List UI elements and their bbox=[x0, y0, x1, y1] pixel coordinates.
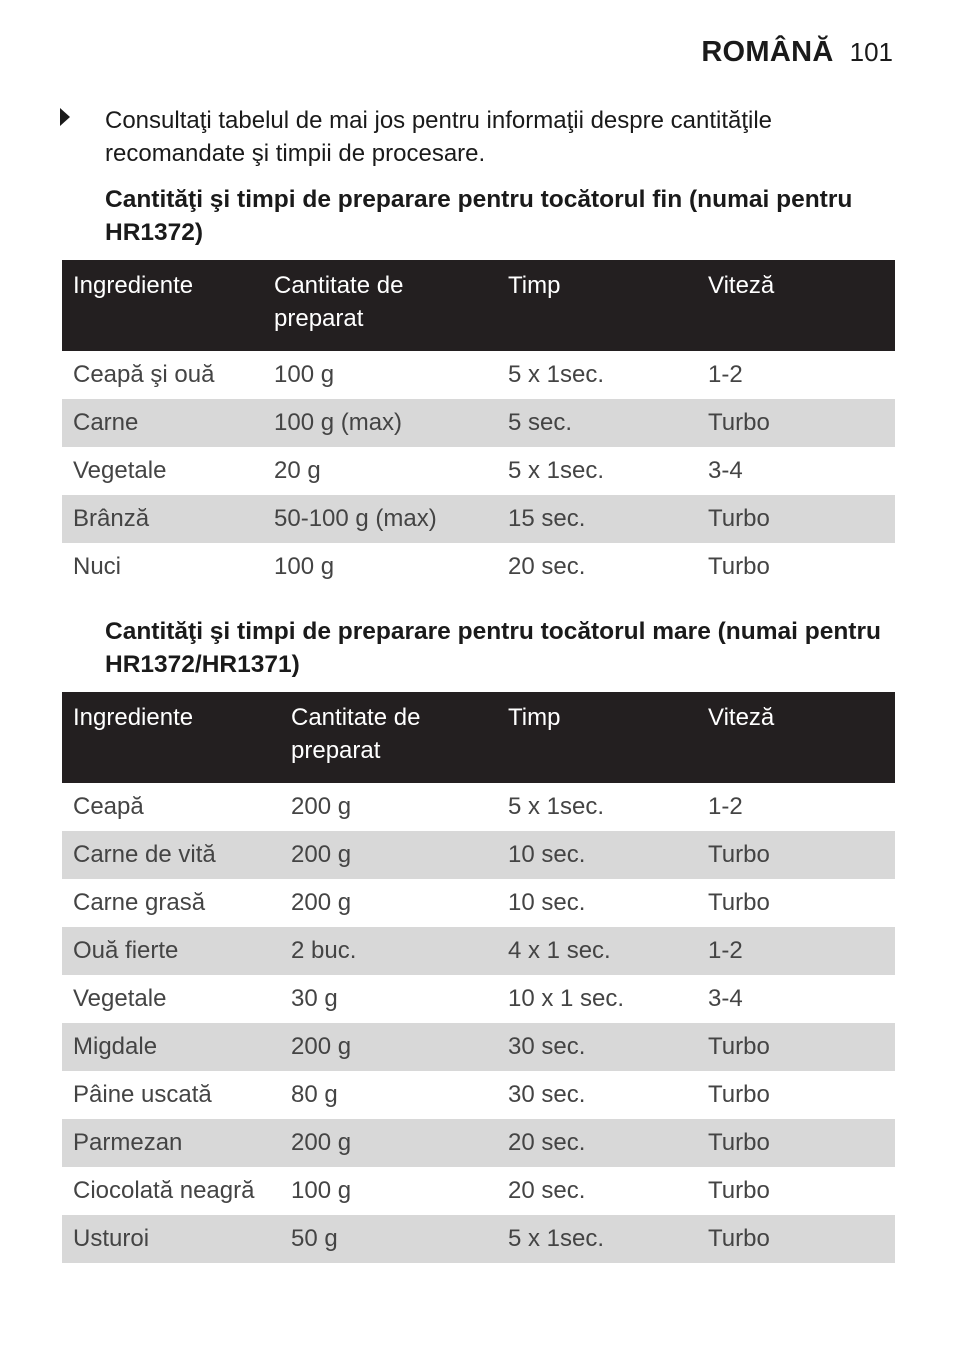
table-cell: 5 x 1sec. bbox=[508, 361, 605, 388]
table-cell: 1-2 bbox=[708, 361, 743, 388]
table-row bbox=[62, 783, 895, 831]
column-header: Timp bbox=[497, 260, 697, 351]
table-cell: Vegetale bbox=[73, 985, 167, 1012]
table-cell: 30 sec. bbox=[508, 1081, 586, 1108]
table-cell: 2 buc. bbox=[280, 927, 497, 975]
table-cell: 3-4 bbox=[708, 457, 743, 484]
column-header: Ingrediente bbox=[62, 692, 280, 783]
table-row bbox=[62, 975, 895, 1023]
table-cell: Ciocolată neagră bbox=[73, 1177, 255, 1204]
column-header: Viteză bbox=[697, 692, 895, 783]
table-cell: Carne grasă bbox=[73, 889, 206, 916]
table-cell: 20 sec. bbox=[508, 1177, 586, 1204]
table-header-row bbox=[62, 260, 895, 351]
table-cell: 50 g bbox=[280, 1215, 497, 1263]
table-cell: 100 g bbox=[274, 361, 335, 388]
table-cell: 20 sec. bbox=[497, 1119, 697, 1167]
table-cell: 4 x 1 sec. bbox=[497, 927, 697, 975]
table-row bbox=[62, 1023, 895, 1071]
table-cell: 10 sec. bbox=[497, 831, 697, 879]
section1-heading: Cantităţi şi timpi de preparare pentru tocătorul fin (numai pentru HR1372) bbox=[105, 186, 853, 246]
table-cell: 3-4 bbox=[708, 985, 743, 1012]
table-cell: 5 sec. bbox=[497, 399, 697, 447]
table-cell: 100 g bbox=[291, 1177, 352, 1204]
table-cell: 5 x 1sec. bbox=[508, 457, 605, 484]
table-cell: 200 g bbox=[280, 1023, 497, 1071]
bullet-arrow-icon bbox=[60, 108, 70, 126]
table-cell: 50-100 g (max) bbox=[263, 495, 497, 543]
page-number: 101 bbox=[849, 37, 893, 67]
table-row bbox=[62, 1215, 895, 1263]
table-cell: Parmezan bbox=[62, 1119, 280, 1167]
table-cell: 1-2 bbox=[697, 927, 895, 975]
table-cell: 200 g bbox=[291, 793, 352, 820]
table-cell: 20 sec. bbox=[508, 553, 586, 580]
table-cell: Turbo bbox=[697, 399, 895, 447]
table-cell: 200 g bbox=[280, 1119, 497, 1167]
language-label: ROMÂNĂ bbox=[701, 36, 834, 68]
table-row bbox=[62, 447, 895, 495]
column-header: Timp bbox=[497, 692, 697, 783]
table-row bbox=[62, 399, 895, 447]
table-cell: 20 g bbox=[274, 457, 321, 484]
table-row bbox=[62, 831, 895, 879]
table-cell: Carne de vită bbox=[62, 831, 280, 879]
table-cell: Vegetale bbox=[73, 457, 167, 484]
table-cell: 100 g bbox=[274, 553, 335, 580]
table-row bbox=[62, 1119, 895, 1167]
table-row bbox=[62, 1071, 895, 1119]
table-cell: Turbo bbox=[708, 553, 770, 580]
fine-chopper-table bbox=[62, 260, 895, 591]
table-cell: 10 x 1 sec. bbox=[508, 985, 625, 1012]
table-cell: 15 sec. bbox=[497, 495, 697, 543]
page-header bbox=[701, 36, 893, 69]
table-cell: 5 x 1sec. bbox=[508, 793, 605, 820]
table-cell: Brânză bbox=[62, 495, 263, 543]
table-cell: Pâine uscată bbox=[73, 1081, 212, 1108]
table-cell: 80 g bbox=[291, 1081, 338, 1108]
table-row bbox=[62, 543, 895, 591]
table-row bbox=[62, 495, 895, 543]
table-cell: 10 sec. bbox=[508, 889, 586, 916]
table-cell: 1-2 bbox=[708, 793, 743, 820]
table-row bbox=[62, 351, 895, 399]
table-row bbox=[62, 927, 895, 975]
table-cell: Turbo bbox=[697, 1215, 895, 1263]
table-cell: Turbo bbox=[708, 1177, 770, 1204]
table-cell: Turbo bbox=[697, 1023, 895, 1071]
table-cell: 200 g bbox=[291, 889, 352, 916]
table-header-row bbox=[62, 692, 895, 783]
table-cell: Ouă fierte bbox=[62, 927, 280, 975]
table-row bbox=[62, 1167, 895, 1215]
table-cell: Turbo bbox=[697, 831, 895, 879]
table-cell: Ceapă şi ouă bbox=[73, 361, 215, 388]
table-cell: 30 g bbox=[291, 985, 338, 1012]
table-row bbox=[62, 879, 895, 927]
table-cell: Nuci bbox=[73, 553, 122, 580]
column-header: Ingrediente bbox=[62, 260, 263, 351]
table-cell: Migdale bbox=[62, 1023, 280, 1071]
column-header: Cantitate de preparat bbox=[263, 260, 497, 351]
table-cell: 30 sec. bbox=[497, 1023, 697, 1071]
table-cell: 5 x 1sec. bbox=[497, 1215, 697, 1263]
column-header: Cantitate de preparat bbox=[280, 692, 497, 783]
table-cell: 200 g bbox=[280, 831, 497, 879]
section2-heading: Cantităţi şi timpi de preparare pentru tocătorul mare (numai pentru HR1372/HR1371) bbox=[105, 618, 881, 678]
table-cell: Ceapă bbox=[73, 793, 144, 820]
intro-text: Consultaţi tabelul de mai jos pentru informaţii despre cantităţile recomandate şi timpii de procesare. bbox=[105, 107, 773, 167]
table-cell: 100 g (max) bbox=[263, 399, 497, 447]
table-cell: Carne bbox=[62, 399, 263, 447]
column-header: Viteză bbox=[697, 260, 895, 351]
table-cell: Turbo bbox=[697, 1119, 895, 1167]
table-cell: Turbo bbox=[708, 889, 770, 916]
large-chopper-table bbox=[62, 692, 895, 1263]
table-cell: Turbo bbox=[697, 495, 895, 543]
table-cell: Usturoi bbox=[62, 1215, 280, 1263]
table-cell: Turbo bbox=[708, 1081, 770, 1108]
